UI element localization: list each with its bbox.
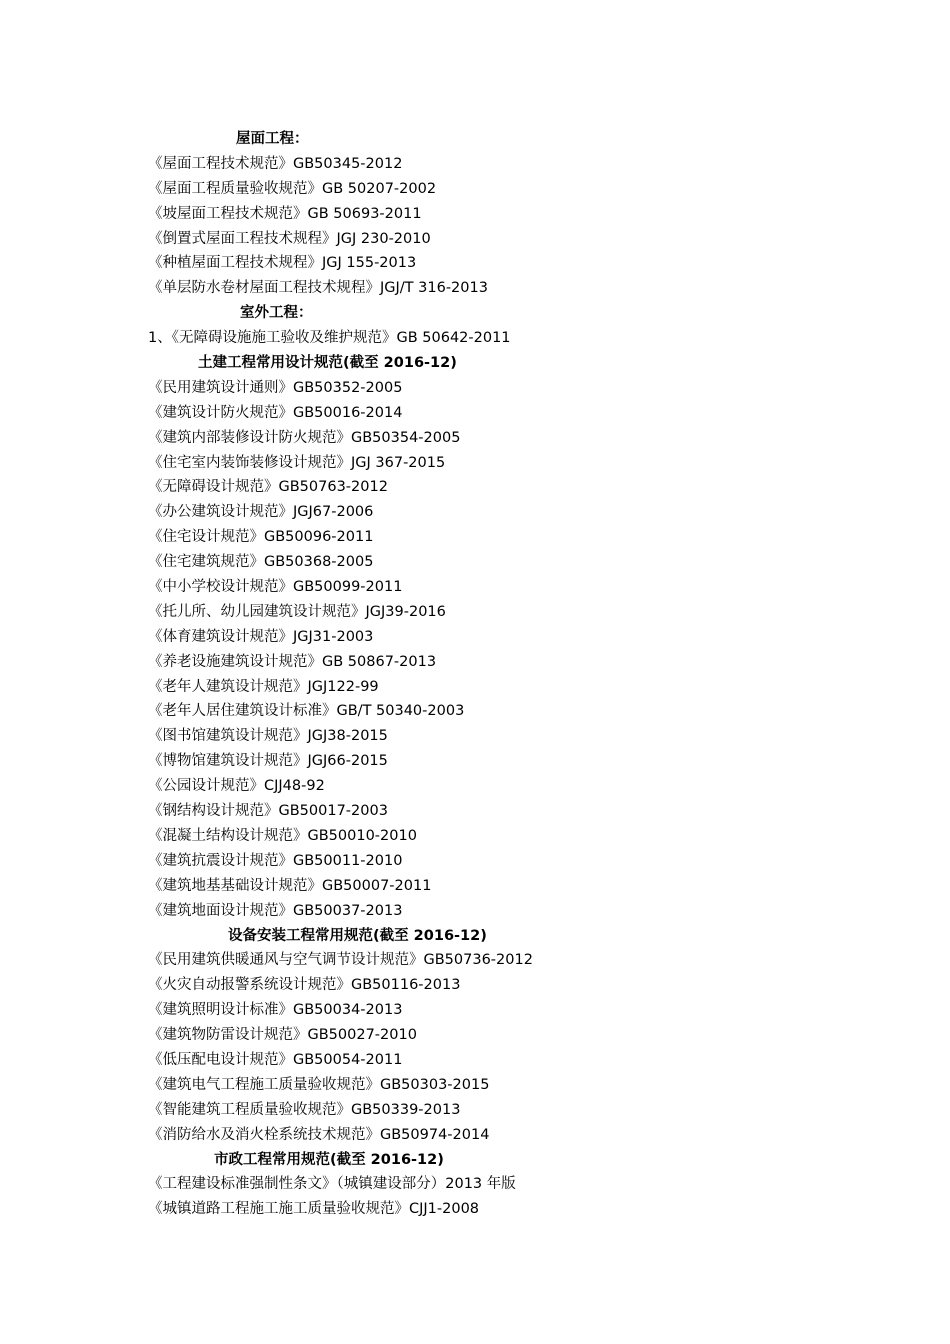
list-item: 《低压配电设计规范》GB50054-2011 — [148, 1051, 403, 1068]
list-item: 《老年人建筑设计规范》JGJ122-99 — [148, 678, 379, 695]
list-item: 《建筑设计防火规范》GB50016-2014 — [148, 404, 403, 421]
list-item: 《图书馆建筑设计规范》JGJ38-2015 — [148, 728, 388, 745]
list-item: 《工程建设标准强制性条文》（城镇建设部分）2013 年版 — [148, 1176, 516, 1193]
list-item: 《民用建筑供暖通风与空气调节设计规范》GB50736-2012 — [148, 952, 533, 969]
list-item: 《建筑内部装修设计防火规范》GB50354-2005 — [148, 429, 461, 446]
list-item: 《无障碍设计规范》GB50763-2012 — [148, 479, 388, 496]
list-item: 《老年人居住建筑设计标准》GB/T 50340-2003 — [148, 703, 465, 720]
list-item: 《城镇道路工程施工施工质量验收规范》CJJ1-2008 — [148, 1201, 480, 1218]
list-item: 《混凝土结构设计规范》GB50010-2010 — [148, 827, 417, 844]
list-item: 《建筑物防雷设计规范》GB50027-2010 — [148, 1027, 417, 1044]
list-item: 《办公建筑设计规范》JGJ67-2006 — [148, 504, 374, 521]
list-item: 《中小学校设计规范》GB50099-2011 — [148, 579, 403, 596]
list-item: 《博物馆建筑设计规范》JGJ66-2015 — [148, 753, 388, 770]
list-item: 《养老设施建筑设计规范》GB 50867-2013 — [148, 653, 437, 670]
list-item: 《建筑电气工程施工质量验收规范》GB50303-2015 — [148, 1076, 490, 1093]
list-item: 《住宅设计规范》GB50096-2011 — [148, 529, 374, 546]
list-item: 《托儿所、幼儿园建筑设计规范》JGJ39-2016 — [148, 603, 446, 620]
list-item: 《火灾自动报警系统设计规范》GB50116-2013 — [148, 977, 461, 994]
list-item: 《建筑抗震设计规范》GB50011-2010 — [148, 852, 403, 869]
list-item: 《钢结构设计规范》GB50017-2003 — [148, 803, 388, 820]
list-item: 1、《无障碍设施施工验收及维护规范》GB 50642-2011 — [148, 330, 511, 347]
document-page — [0, 127, 950, 1222]
list-item: 《智能建筑工程质量验收规范》GB50339-2013 — [148, 1101, 461, 1118]
list-item: 《民用建筑设计通则》GB50352-2005 — [148, 379, 403, 396]
list-item: 《种植屋面工程技术规程》JGJ 155-2013 — [148, 255, 417, 272]
list-item: 《单层防水卷材屋面工程技术规程》JGJ/T 316-2013 — [148, 280, 488, 297]
list-item: 《倒置式屋面工程技术规程》JGJ 230-2010 — [148, 230, 431, 247]
section-heading-outdoor: 室外工程： — [240, 305, 313, 322]
section-heading-civil: 土建工程常用设计规范(截至 2016-12) — [198, 355, 457, 372]
list-item: 《建筑地基基础设计规范》GB50007-2011 — [148, 877, 432, 894]
list-item: 《体育建筑设计规范》JGJ31-2003 — [148, 628, 374, 645]
section-heading-roof: 屋面工程： — [236, 131, 309, 147]
list-item: 《住宅建筑规范》GB50368-2005 — [148, 554, 374, 571]
list-item: 《公园设计规范》CJJ48-92 — [148, 778, 325, 795]
section-heading-equipment: 设备安装工程常用规范(截至 2016-12) — [228, 927, 487, 944]
list-item: 《屋面工程质量验收规范》GB 50207-2002 — [148, 180, 437, 197]
section-heading-municipal: 市政工程常用规范(截至 2016-12) — [214, 1151, 444, 1168]
list-item: 《坡屋面工程技术规范》GB 50693-2011 — [148, 205, 422, 222]
list-item: 《建筑地面设计规范》GB50037-2013 — [148, 902, 403, 919]
list-item: 《住宅室内装饰装修设计规范》JGJ 367-2015 — [148, 454, 446, 471]
list-item: 《建筑照明设计标准》GB50034-2013 — [148, 1002, 403, 1019]
list-item: 《屋面工程技术规范》GB50345-2012 — [148, 155, 403, 172]
list-item: 《消防给水及消火栓系统技术规范》GB50974-2014 — [148, 1126, 490, 1143]
